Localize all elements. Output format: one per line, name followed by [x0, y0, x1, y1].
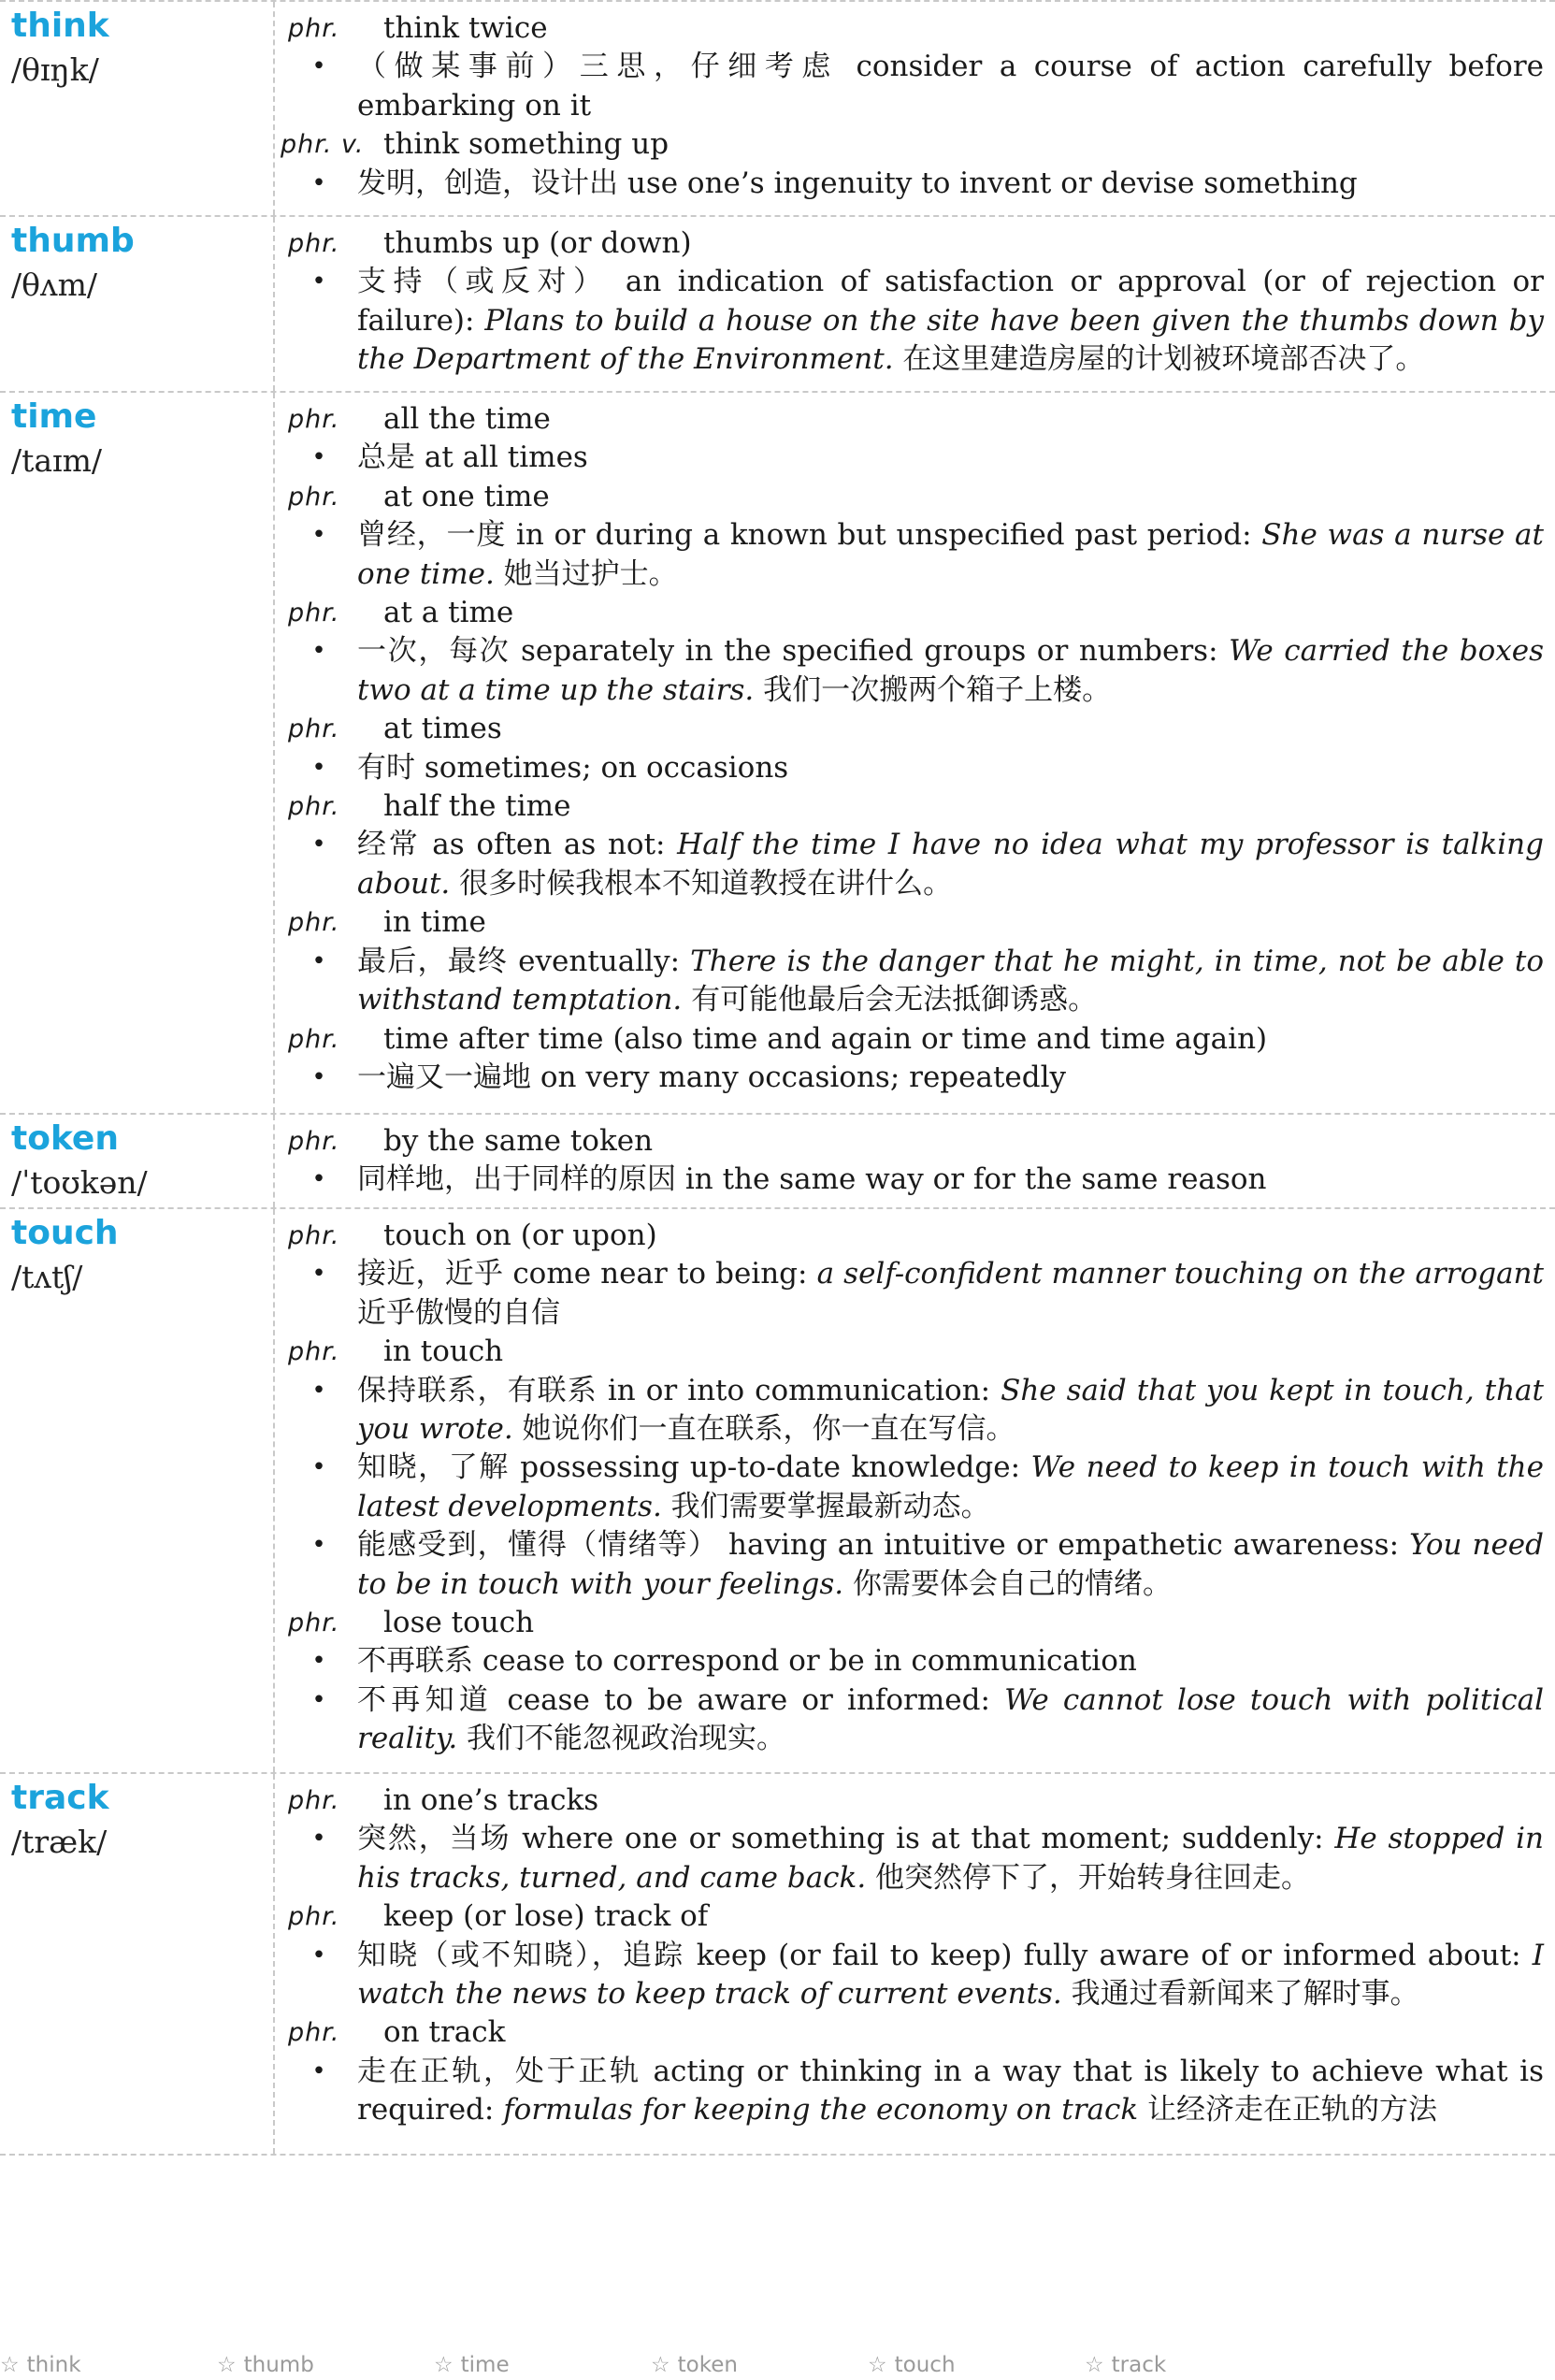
definitions [281, 1774, 1555, 2140]
headword-block [11, 1213, 264, 1299]
phrase-label: phr. [288, 229, 340, 258]
phrase-line [281, 1020, 1544, 1059]
entry-time [0, 393, 1555, 1115]
bullet-icon: • [311, 1685, 326, 1714]
phrase-text: at one time [383, 479, 550, 513]
bullet-icon: • [311, 2056, 326, 2085]
example-translation: 我通过看新闻来了解时事。 [1061, 1977, 1419, 2012]
definition-gloss: 一次，每次 separately in the specified groups or numbers: [357, 634, 1230, 669]
phrase-text: think something up [383, 127, 670, 162]
bullet-icon: • [311, 946, 326, 975]
headword[interactable]: track [11, 1779, 109, 1817]
phrase-text: lose touch [383, 1606, 535, 1640]
bullet-icon: • [311, 637, 326, 666]
phrase-text: in touch [383, 1334, 504, 1369]
bullet-icon: • [311, 830, 326, 859]
footer-link-token[interactable] [651, 2353, 738, 2377]
footer-link-label: track [1111, 2353, 1167, 2377]
definition-text [357, 943, 1544, 1020]
example-translation: 你需要体会自己的情绪。 [843, 1566, 1172, 1601]
definition-line [281, 1526, 1544, 1604]
phrase-text: touch on (or upon) [383, 1219, 657, 1252]
phrase-label: phr. [288, 1337, 340, 1367]
definition-text: 有时 sometimes; on occasions [357, 750, 789, 785]
definition-text [357, 263, 1544, 379]
phrase-text: all the time [383, 402, 551, 436]
definition-gloss: 最后，最终 eventually: [357, 944, 691, 978]
example-translation: 有可能他最后会无法抵御诱惑。 [682, 983, 1098, 1017]
definition-text [357, 1372, 1544, 1450]
example-translation: 她当过护士。 [494, 556, 678, 591]
phrase-line [281, 1781, 1544, 1820]
example-translation: 她说你们一直在联系，你一直在写信。 [512, 1412, 1015, 1447]
definition-line [281, 632, 1544, 710]
phrase-text: in time [383, 905, 486, 940]
definition-text [357, 826, 1544, 903]
star-icon: ☆ [1085, 2353, 1104, 2377]
headword-block [11, 221, 264, 307]
pronunciation: /tʌtʃ/ [11, 1259, 83, 1295]
definition-gloss: 曾经，一度 in or during a known but unspecified past period: [357, 518, 1262, 553]
phrase-text: at times [383, 712, 502, 746]
phrase-line [281, 594, 1544, 632]
phrase-text: by the same token [383, 1124, 654, 1158]
definition-line [281, 263, 1544, 379]
definition-line [281, 1255, 1544, 1333]
bullet-icon: • [311, 52, 326, 81]
definition-gloss: 接近，近乎 come near to being: [357, 1257, 817, 1291]
definition-line [281, 2053, 1544, 2130]
definition-text [357, 2053, 1544, 2130]
definition-gloss: 支持（或反对） an indication of satisfaction or approval (or of rejection or failure): [357, 265, 1544, 338]
footer-link-label: thumb [243, 2353, 314, 2377]
star-icon: ☆ [217, 2353, 237, 2377]
phrase-line [281, 1122, 1544, 1161]
pronunciation: /θʌm/ [11, 267, 98, 303]
phrase-label: phr. [288, 599, 340, 628]
example-translation: 我们需要掌握最新动态。 [661, 1489, 990, 1523]
pronunciation: /ˈtoʊkən/ [11, 1164, 148, 1201]
definition-line [281, 749, 1544, 787]
footer-link-label: time [460, 2353, 510, 2377]
column-divider [273, 393, 275, 1113]
example-translation: 我们一次搬两个箱子上楼。 [754, 672, 1112, 707]
headword[interactable]: think [11, 7, 109, 45]
example-sentence: formulas for keeping the economy on track [503, 2093, 1139, 2128]
definition-line [281, 516, 1544, 594]
phrase-label: phr. [288, 908, 340, 938]
example-sentence: We cannot lose touch with political reality. [357, 1682, 1544, 1756]
definition-line [281, 826, 1544, 903]
phrase-line [281, 1897, 1544, 1936]
phrase-label: phr. [288, 405, 340, 434]
definition-line [281, 1449, 1544, 1526]
pronunciation: /træk/ [11, 1824, 108, 1860]
footer-link-track[interactable] [1085, 2353, 1166, 2377]
phrase-label: phr. [288, 1608, 340, 1638]
headword[interactable]: touch [11, 1214, 119, 1252]
definition-line [281, 1937, 1544, 2014]
example-sentence: We carried the boxes two at a time up the stairs. [357, 634, 1545, 707]
example-sentence: We need to keep in touch with the latest developments. [357, 1450, 1544, 1523]
definition-text [357, 1255, 1544, 1333]
column-divider [273, 217, 275, 391]
phrase-line [281, 1604, 1544, 1642]
example-sentence: He stopped in his tracks, turned, and came back. [357, 1822, 1544, 1895]
bullet-icon: • [311, 1062, 326, 1091]
phrase-line [281, 787, 1544, 826]
definition-text [357, 632, 1544, 710]
footer-link-label: touch [894, 2353, 956, 2377]
phrase-text: in one’s tracks [383, 1783, 599, 1817]
footer-link-label: think [26, 2353, 81, 2377]
headword-block [11, 1118, 264, 1204]
example-translation: 很多时候我根本不知道教授在讲什么。 [450, 866, 953, 901]
column-divider [273, 1774, 275, 2154]
definition-line [281, 439, 1544, 477]
column-divider [273, 1209, 275, 1772]
phrase-line [281, 2013, 1544, 2052]
headword[interactable]: token [11, 1119, 119, 1158]
example-sentence: Half the time I have no idea what my professor is talking about. [357, 828, 1544, 901]
headword[interactable]: thumb [11, 222, 135, 260]
phrase-line [281, 903, 1544, 942]
phrase-label: phr. v. [281, 130, 365, 160]
definition-line [281, 48, 1544, 125]
phrase-label: phr. [288, 1024, 340, 1054]
bullet-icon: • [311, 1453, 326, 1482]
star-icon: ☆ [0, 2353, 20, 2377]
phrase-text: keep (or lose) track of [383, 1899, 709, 1934]
bullet-icon: • [311, 267, 326, 296]
entry-think [0, 0, 1555, 217]
phrase-text: thumbs up (or down) [383, 226, 692, 260]
definition-text [357, 1681, 1544, 1759]
bullet-icon: • [311, 753, 326, 782]
headword-block [11, 6, 264, 92]
definitions [281, 393, 1555, 1106]
bullet-icon: • [311, 521, 326, 550]
definition-gloss: 走在正轨，处于正轨 acting or thinking in a way that is likely to achieve what is required: [357, 2054, 1544, 2128]
bullet-icon: • [311, 1376, 326, 1405]
example-sentence: She said that you kept in touch, that you wrote. [357, 1373, 1544, 1447]
definition-text [357, 1820, 1544, 1897]
footer-link-label: token [677, 2353, 738, 2377]
definitions [281, 1209, 1555, 1768]
phrase-line [281, 125, 1544, 164]
bullet-icon: • [311, 1647, 326, 1676]
phrase-line [281, 9, 1544, 48]
example-translation: 我们不能忽视政治现实。 [457, 1722, 786, 1756]
phrase-label: phr. [288, 1221, 340, 1250]
example-sentence: a self-confident manner touching on the arrogant [816, 1257, 1544, 1291]
definition-text [357, 1526, 1544, 1604]
phrase-line [281, 710, 1544, 748]
example-translation: 在这里建造房屋的计划被环境部否决了。 [893, 342, 1425, 377]
pronunciation: /θɪŋk/ [11, 51, 99, 88]
phrase-text: think twice [383, 11, 548, 45]
column-divider [273, 1115, 275, 1207]
definition-gloss: 突然，当场 where one or something is at that moment; suddenly: [357, 1822, 1335, 1856]
example-sentence: Plans to build a house on the site have been given the thumbs down by the Department of the Environment. [357, 303, 1545, 377]
definition-line [281, 1681, 1544, 1759]
definitions [281, 217, 1555, 389]
star-icon: ☆ [651, 2353, 670, 2377]
entry-touch [0, 1209, 1555, 1774]
definition-gloss: 能感受到，懂得（情绪等） having an intuitive or empathetic awareness: [357, 1528, 1410, 1563]
definition-line [281, 165, 1544, 203]
bullet-icon: • [311, 1531, 326, 1560]
example-translation: 他突然停下了，开始转身往回走。 [866, 1860, 1311, 1895]
headword[interactable]: time [11, 397, 97, 436]
phrase-label: phr. [288, 14, 340, 43]
example-sentence: She was a nurse at one time. [357, 518, 1544, 591]
definition-gloss: 经常 as often as not: [357, 828, 678, 862]
definition-gloss: 不再知道 cease to be aware or informed: [357, 1682, 1005, 1717]
footer-nav [0, 2349, 1555, 2380]
definition-gloss: 保持联系，有联系 in or into communication: [357, 1373, 1001, 1407]
definition-gloss: 知晓，了解 possessing up-to-date knowledge: [357, 1450, 1031, 1485]
phrase-text: on track [383, 2015, 506, 2050]
phrase-text: half the time [383, 789, 571, 824]
star-icon: ☆ [434, 2353, 454, 2377]
footer-link-touch[interactable] [868, 2353, 956, 2377]
phrase-label: phr. [288, 2018, 340, 2048]
star-icon: ☆ [868, 2353, 887, 2377]
definition-text [357, 1449, 1544, 1526]
bullet-icon: • [311, 443, 326, 472]
footer-link-time[interactable] [434, 2353, 510, 2377]
pronunciation: /taɪm/ [11, 442, 103, 479]
definition-line [281, 1642, 1544, 1680]
entry-track [0, 1774, 1555, 2156]
definition-text: 同样地，出于同样的原因 in the same way or for the same reason [357, 1162, 1267, 1197]
phrase-label: phr. [288, 792, 340, 822]
footer-link-think[interactable] [0, 2353, 81, 2377]
definition-text: 一遍又一遍地 on very many occasions; repeatedly [357, 1060, 1067, 1094]
definition-gloss: 知晓（或不知晓），追踪 keep (or fail to keep) fully aware of or informed about: [357, 1938, 1533, 1972]
definition-text: 不再联系 cease to correspond or be in communication [357, 1644, 1137, 1679]
phrase-label: phr. [288, 1786, 340, 1815]
definitions [281, 2, 1555, 212]
bullet-icon: • [311, 1165, 326, 1194]
phrase-line [281, 1333, 1544, 1371]
phrase-line [281, 1217, 1544, 1255]
definition-text [357, 1937, 1544, 2014]
definition-text [357, 516, 1544, 594]
example-translation: 让经济走在正轨的方法 [1138, 2093, 1438, 2128]
bullet-icon: • [311, 1260, 326, 1289]
phrase-label: phr. [288, 714, 340, 744]
example-sentence: I watch the news to keep track of current events. [357, 1938, 1544, 2012]
entry-token [0, 1115, 1555, 1209]
definition-line [281, 1372, 1544, 1450]
example-sentence: There is the danger that he might, in time, not be able to withstand temptation. [357, 944, 1544, 1017]
bullet-icon: • [311, 1825, 326, 1854]
example-translation: 近乎傲慢的自信 [357, 1295, 560, 1330]
definition-line [281, 1059, 1544, 1097]
bullet-icon: • [311, 168, 326, 197]
bullet-icon: • [311, 1940, 326, 1969]
headword-block [11, 397, 264, 483]
phrase-label: phr. [288, 1902, 340, 1932]
entry-thumb [0, 217, 1555, 393]
phrase-line [281, 478, 1544, 516]
definition-text: 发明，创造，设计出 use one’s ingenuity to invent or devise something [357, 166, 1358, 200]
phrase-line [281, 224, 1544, 263]
definition-line [281, 1820, 1544, 1897]
phrase-label: phr. [288, 1127, 340, 1156]
column-divider [273, 2, 275, 215]
definitions [281, 1115, 1555, 1209]
phrase-label: phr. [288, 482, 340, 512]
phrase-text: at a time [383, 596, 514, 630]
phrase-text: time after time (also time and again or time and time again) [383, 1021, 1268, 1056]
definition-line [281, 1161, 1544, 1199]
definition-line [281, 943, 1544, 1020]
definition-text: （做某事前）三思，仔细考虑 consider a course of action carefully before embarking on it [357, 50, 1544, 123]
footer-link-thumb[interactable] [217, 2353, 314, 2377]
phrase-line [281, 400, 1544, 439]
example-sentence: You need to be in touch with your feelings. [357, 1528, 1544, 1601]
definition-text: 总是 at all times [357, 440, 588, 475]
headword-block [11, 1778, 264, 1864]
